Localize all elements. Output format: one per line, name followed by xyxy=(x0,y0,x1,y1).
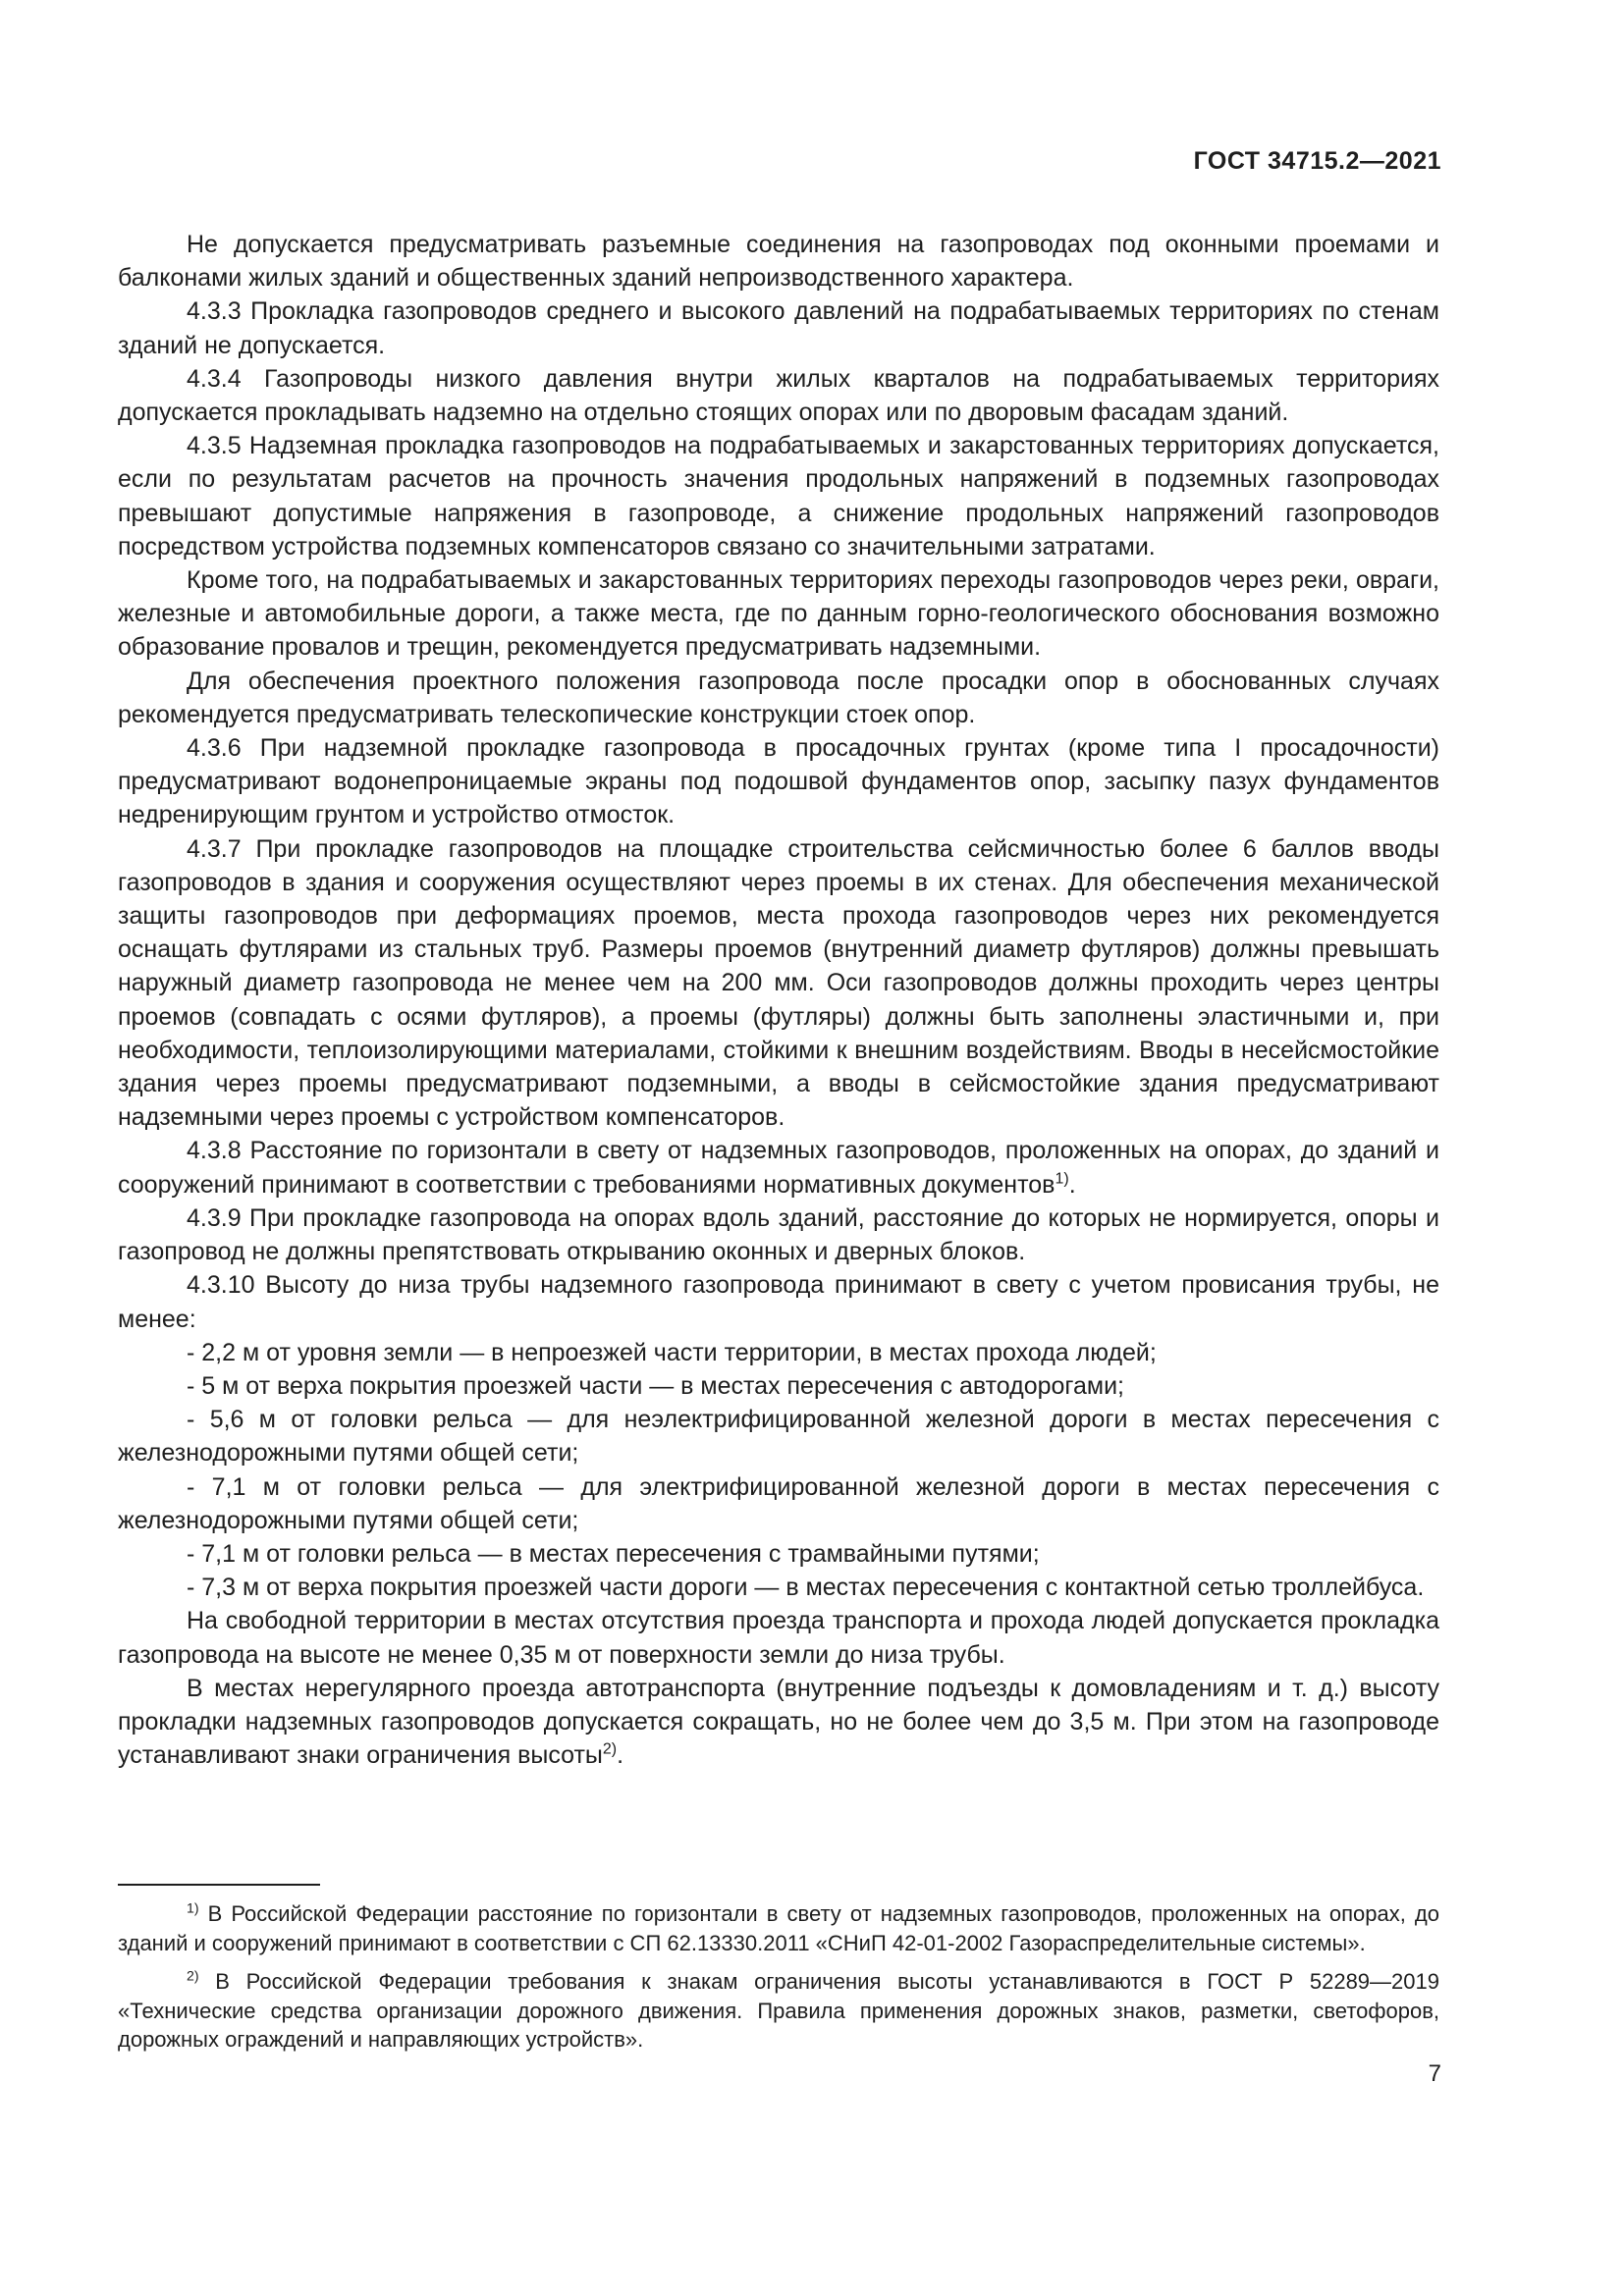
paragraph: Не допускается предусматривать разъемные соединения на газопроводах под оконными проемами и балконами жилых зданий и общественных зданий непроизводственного характера. xyxy=(118,231,1439,293)
paragraph-4-3-6: 4.3.6 При надземной прокладке газопровода в просадочных грунтах (кроме типа I просадочности) предусматривают водонепроницаемые экраны под подошвой фундаментов опор, засыпку пазух фундаментов недренирующим грунтом и устройство отмосток. xyxy=(118,734,1439,829)
paragraph-4-3-7: 4.3.7 При прокладке газопроводов на площадке строительства сейсмичностью более 6 баллов вводы газопроводов в здания и сооружения осуществляют через проемы в их стенах. Для обеспечения механической защиты газопроводов при деформациях проемов, места прохода газопроводов через них рекомендуется оснащать футлярами из стальных труб. Размеры проемов (внутренний диаметр футляров) должны превышать наружный диаметр газопровода не менее чем на 200 мм. Оси газопроводов должны проходить через центры проемов (совпадать с осями футляров), а проемы (футляры) должны быть заполнены эластичными и, при необходимости, теплоизолирующими материалами, стойкими к внешним воздействиям. Вводы в несейсмостойкие здания через проемы предусматривают подземными, а вводы в сейсмостойкие здания предусматривают надземными через проемы с устройством компенсаторов. xyxy=(118,834,1439,1132)
list-item: - 2,2 м от уровня земли — в непроезжей части территории, в местах прохода людей; xyxy=(187,1338,1157,1366)
page-header-standard: ГОСТ 34715.2—2021 xyxy=(1193,147,1441,175)
list-item: - 7,3 м от верха покрытия проезжей части дороги — в местах пересечения с контактной сетью троллейбуса. xyxy=(187,1574,1425,1602)
paragraph-text: В местах нерегулярного проезда автотранспорта (внутренние подъезды к домовладениям и т. д.) высоту прокладки надземных газопроводов допускается сокращать, но не более чем до 3,5 м. При этом на газопроводе устанавливают знаки ограничения высоты xyxy=(118,1674,1439,1770)
footnote-text: В Российской Федерации требования к знакам ограничения высоты устанавливаются в ГОСТ Р 52289—2019 «Технические средства организации дорожного движения. Правила применения дорожных знаков, разметки, светофоров, дорожных ограждений и направляющих устройств». xyxy=(118,1969,1439,2052)
paragraph xyxy=(118,1672,1439,1773)
page-number: 7 xyxy=(1428,2060,1441,2087)
footnote-1 xyxy=(118,1899,1439,1957)
footnote-text: В Российской Федерации расстояние по горизонтали в свету от надземных газопроводов, проложенных на опорах, до зданий и сооружений принимают в соответствии с СП 62.13330.2011 «СНиП 42-01-2002 Газораспределительные системы». xyxy=(118,1901,1439,1955)
footnote-reference-2: 2) xyxy=(602,1740,618,1758)
paragraph-4-3-4: 4.3.4 Газопроводы низкого давления внутри жилых кварталов на подрабатываемых территориях допускается прокладывать надземно на отдельно стоящих опорах или по дворовым фасадам зданий. xyxy=(118,364,1439,427)
footnote-separator xyxy=(118,1884,320,1886)
paragraph-4-3-3: 4.3.3 Прокладка газопроводов среднего и высокого давлений на подрабатываемых территориях по стенам зданий не допускается. xyxy=(118,297,1439,359)
footnote-mark: 1) xyxy=(187,1899,199,1916)
paragraph-4-3-5: 4.3.5 Надземная прокладка газопроводов на подрабатываемых и закарстованных территориях допускается, если по результатам расчетов на прочность значения продольных напряжений в подземных газопроводах превышают допустимые напряжения в газопроводе, а снижение продольных напряжений газопроводов посредством устройства подземных компенсаторов связано со значительными затратами. xyxy=(118,432,1439,561)
footnotes xyxy=(118,1899,1439,2064)
footnote-mark: 2) xyxy=(187,1967,199,1984)
paragraph: Для обеспечения проектного положения газопровода после просадки опор в обоснованных случаях рекомендуется предусматривать телескопические конструкции стоек опор. xyxy=(118,667,1439,728)
list-item: - 5,6 м от головки рельса — для неэлектрифицированной железной дороги в местах пересечения с железнодорожными путями общей сети; xyxy=(118,1406,1439,1468)
paragraph-4-3-8 xyxy=(118,1134,1439,1201)
paragraph: Кроме того, на подрабатываемых и закарстованных территориях переходы газопроводов через реки, овраги, железные и автомобильные дороги, а также места, где по данным горно-геологического обоснования возможно образование провалов и трещин, рекомендуется предусматривать надземными. xyxy=(118,566,1439,662)
paragraph-text: 4.3.8 Расстояние по горизонтали в свету от надземных газопроводов, проложенных на опорах, до зданий и сооружений принимают в соответствии с требованиями нормативных документов xyxy=(118,1137,1439,1199)
paragraph-4-3-10: 4.3.10 Высоту до низа трубы надземного газопровода принимают в свету с учетом провисания трубы, не менее: xyxy=(118,1271,1439,1333)
paragraph-end: . xyxy=(617,1741,624,1770)
main-text xyxy=(118,228,1439,1772)
footnote-2 xyxy=(118,1967,1439,2055)
paragraph: На свободной территории в местах отсутствия проезда транспорта и прохода людей допускается прокладка газопровода на высоте не менее 0,35 м от поверхности земли до низа трубы. xyxy=(118,1607,1439,1669)
footnote-reference-1: 1) xyxy=(1055,1170,1069,1188)
list-item: - 7,1 м от головки рельса — в местах пересечения с трамвайными путями; xyxy=(187,1539,1040,1568)
paragraph-end: . xyxy=(1068,1170,1076,1199)
list-item: - 5 м от верха покрытия проезжей части — в местах пересечения с автодорогами; xyxy=(187,1371,1125,1400)
paragraph-4-3-9: 4.3.9 При прокладке газопровода на опорах вдоль зданий, расстояние до которых не нормируется, опоры и газопровод не должны препятствовать открыванию оконных и дверных блоков. xyxy=(118,1203,1439,1266)
list-item: - 7,1 м от головки рельса — для электрифицированной железной дороги в местах пересечения с железнодорожными путями общей сети; xyxy=(118,1472,1439,1534)
